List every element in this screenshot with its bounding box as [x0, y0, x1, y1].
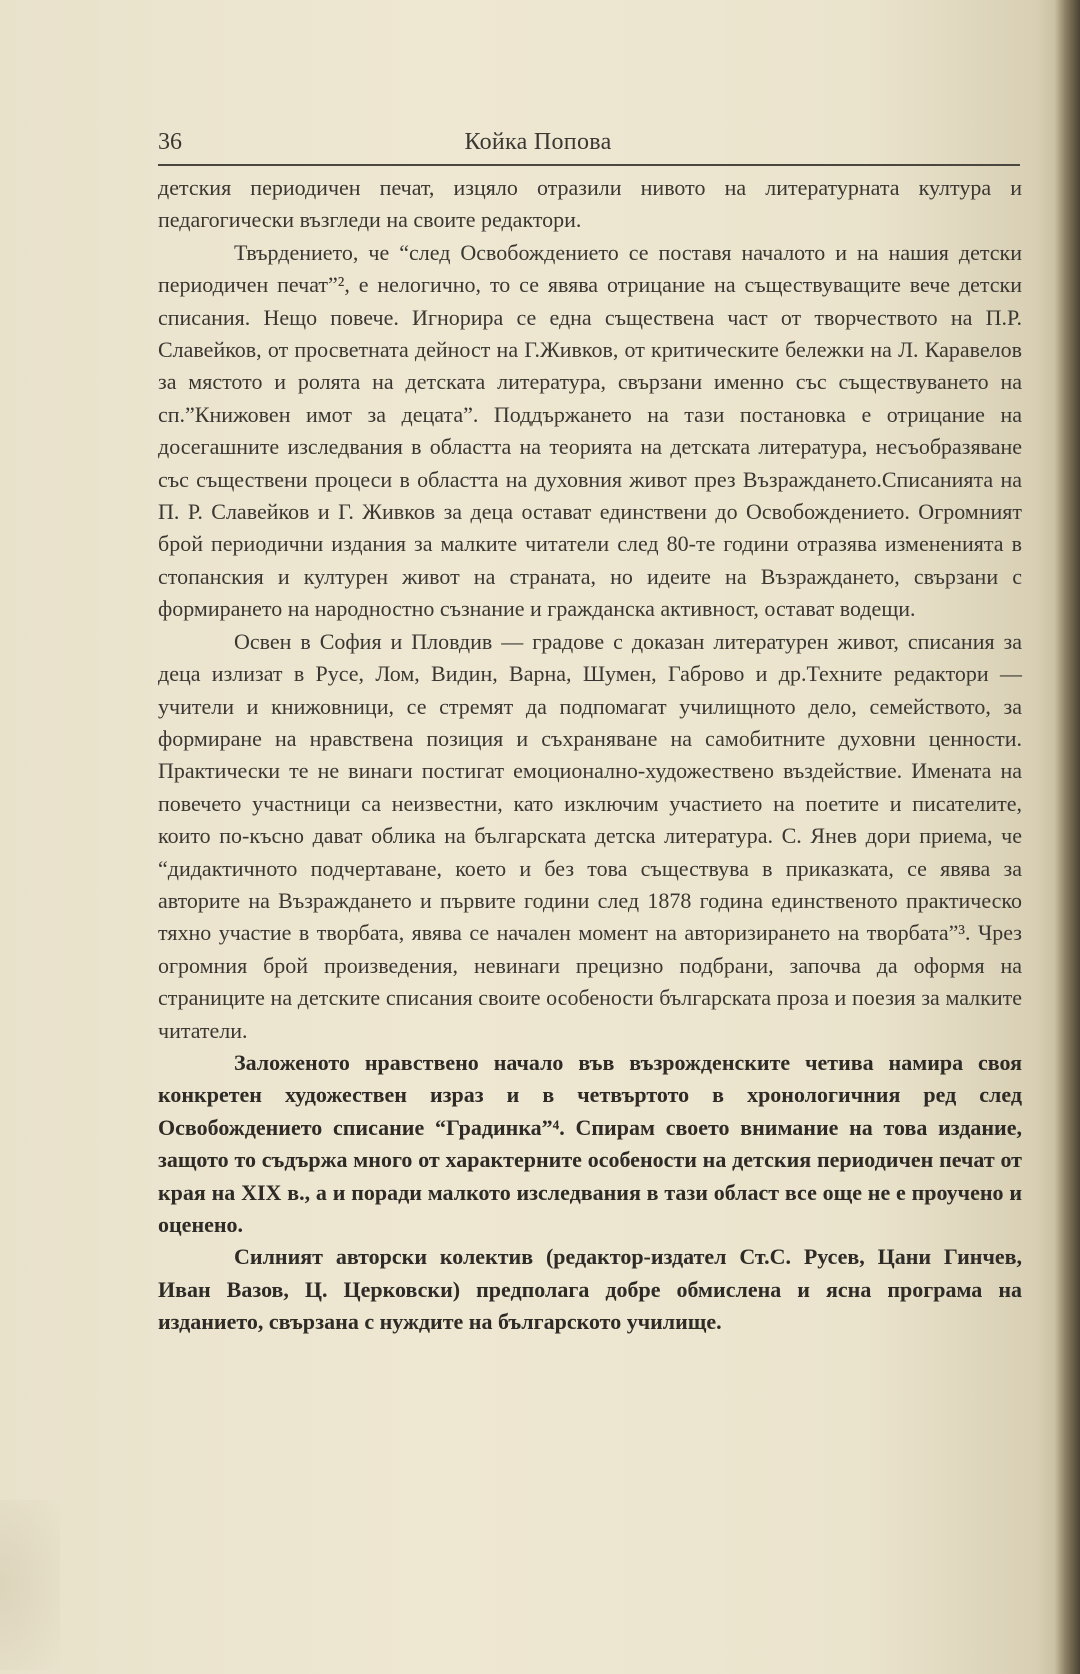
paragraph: Силният авторски колектив (редактор-издател Ст.С. Русев, Цани Гинчев, Иван Вазов, Ц. Церковски) предполага добре обмислена и ясна програма на изданието, свързана с нуждите на българското училище.: [158, 1244, 1022, 1335]
body-text: [158, 172, 1022, 1339]
paragraph: Освен в София и Пловдив — градове с доказан литературен живот, списания за деца излизат в Русе, Лом, Видин, Варна, Шумен, Габрово и др.Техните редактори — учители и книжовници, се стремят да подпомагат училищното дело, семейството, за формиране на нравствена позиция и съхраняване на самобитните духовни ценности. Практически те не винаги постигат емоционално-художествено въздействие. Имената на повечето участници са неизвестни, като изключим участието на поетите и писателите, които по-късно дават облика на българската детска литература. С. Янев дори приема, че “дидактичното подчертаване, което и без това съществува в приказката, се явява за авторите на Възраждането и първите години след 1878 година единственото практическо тяхно участие в творбата, явява се начален момент на авторизирането на творбата”³. Чрез огромния брой произведения, невинаги прецизно подбрани, започва да оформя на страниците на детските списания своите особености българската проза и поезия за малките читатели.: [158, 628, 1022, 1043]
page-smudge: [0, 1500, 60, 1670]
paragraph: Заложеното нравствено начало във възрожденските четива намира своя конкретен художествен израз и в четвъртото в хронологичния ред след Освобождението списание “Градинка”⁴. Спирам своето внимание на това издание, защото то съдържа много от характерните особености на детския периодичен печат от края на XIX в., а и поради малкото изследвания в тази област все още не е проучено и оценено.: [158, 1049, 1022, 1237]
paragraph-continuation: детския периодичен печат, изцяло отразили нивото на литературната култура и педагогически възгледи на своите редактори.: [158, 175, 1022, 233]
running-title: Койка Попова: [464, 129, 612, 155]
page-edge-shadow: [1054, 0, 1080, 1674]
page-header: [158, 125, 1020, 165]
header-rule: [158, 164, 1020, 166]
paragraph: Твърдението, че “след Освобождението се поставя началото и на нашия детски периодичен печат”², е нелогично, то се явява отрицание на съществуващите вече детски списания. Нещо повече. Игнорира се една съществена част от творчеството на П.Р. Славейков, от просветната дейност на Г.Живков, от критическите бележки на Л. Каравелов за мястото и ролята на детската литература, свързани именно със съществуването на сп.”Книжовен имот за децата”. Поддържането на тази постановка е отрицание на досегашните изследвания в областта на теорията на детската литература, несъобразяване със съществени процеси в областта на духовния живот през Възраждането.Списанията на П. Р. Славейков и Г. Живков за деца остават единствени до Освобождението. Огромният брой периодични издания за малките читатели след 80-те години отразява измененията в стопанския и културен живот на страната, но идеите на Възраждането, свързани с формирането на народностно съзнание и гражданска активност, остават водещи.: [158, 239, 1022, 622]
page-number: 36: [158, 129, 182, 155]
